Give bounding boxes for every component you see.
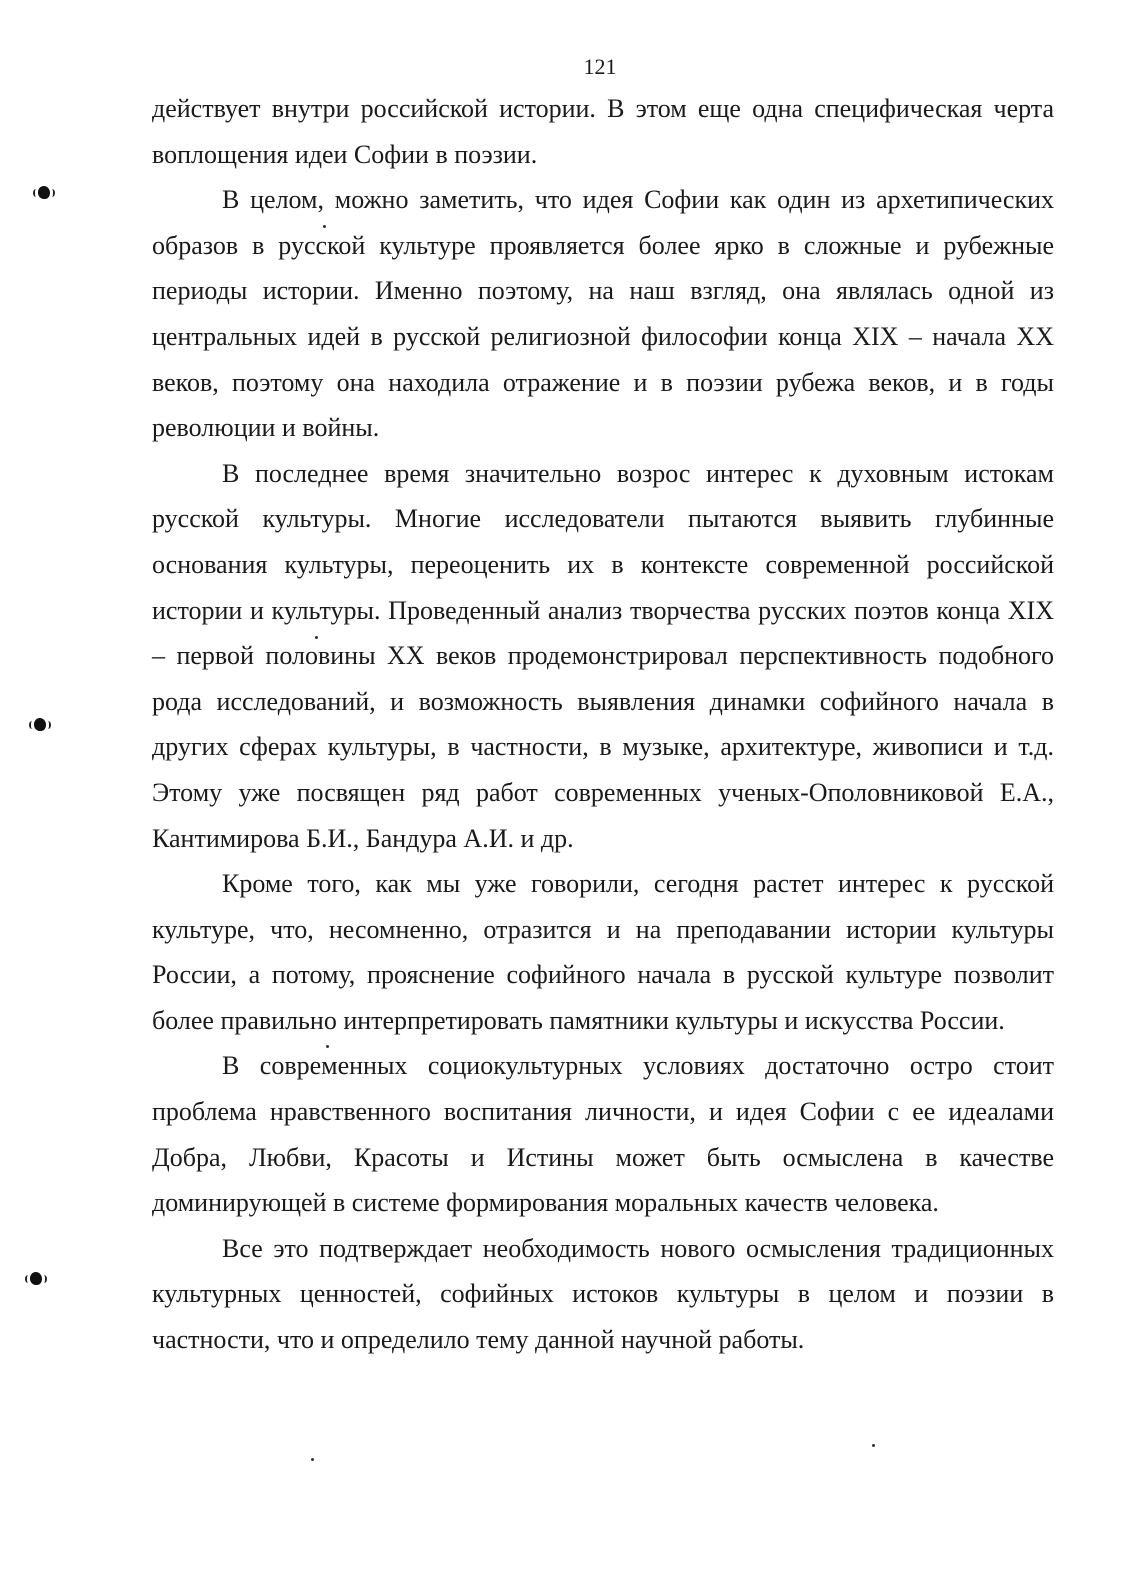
scan-speck [311,1458,314,1461]
paragraph-1: действует внутри российской истории. В этом еще одна специфическая черта воплощения идеи Софии в поэзии. [152,94,1054,169]
paragraph-6: Все это подтверждает необходимость нового осмысления традиционных культурных ценностей, софийных истоков культуры в целом и поэзии в частности, что и определило тему данной научной работы. [152,1233,1054,1355]
paragraph-4: Кроме того, как мы уже говорили, сегодня растет интерес к русской культуре, что, несомненно, отразится и на преподавании истории культуры России, а потому, прояснение софийного начала в русской культуре позволит более правильно интерпретировать памятники культуры и искусства России. [152,869,1054,1035]
scan-speck [315,636,318,639]
binding-hole-mark-middle [34,718,46,731]
paragraph-5: В современных социокультурных условиях достаточно остро стоит проблема нравственного воспитания личности, и идея Софии с ее идеалами Добра, Любви, Красоты и Истины может быть осмыслена в качестве доминирующей в системе формирования моральных качеств человека. [152,1051,1054,1218]
paragraph-3: В последнее время значительно возрос интерес к духовным истокам русской культуры. Многие исследователи пытаются выявить глубинные основания культуры, переоценить их в контексте современной российской истории и культуры. Проведенный анализ творчества русских поэтов конца XIX – первой половины XX веков продемонстрировал перспективность подобного рода исследований, и возможность выявления динамки софийного начала в других сферах культуры, в частности, в музыке, архитектуре, живописи и т.д. Этому уже посвящен ряд работ современных ученых-Ополовниковой Е.А., Кантимирова Б.И., Бандура А.И. и др. [152,458,1054,853]
body-text [152,86,1054,1363]
page-number: 121 [583,54,617,79]
scan-speck [326,1045,329,1048]
binding-hole-mark-top [38,186,50,199]
paragraph-2: В целом, можно заметить, что идея Софии как один из архетипических образов в русской культуре проявляется более ярко в сложные и рубежные периоды истории. Именно поэтому, на наш взгляд, она являлась одной из центральных идей в русской религиозной философии конца XIX – начала XX веков, поэтому она находила отражение и в поэзии рубежа веков, и в годы революции и войны. [152,185,1054,443]
scan-speck [323,225,326,228]
binding-hole-mark-bottom [30,1272,42,1285]
scan-speck [872,1444,875,1447]
